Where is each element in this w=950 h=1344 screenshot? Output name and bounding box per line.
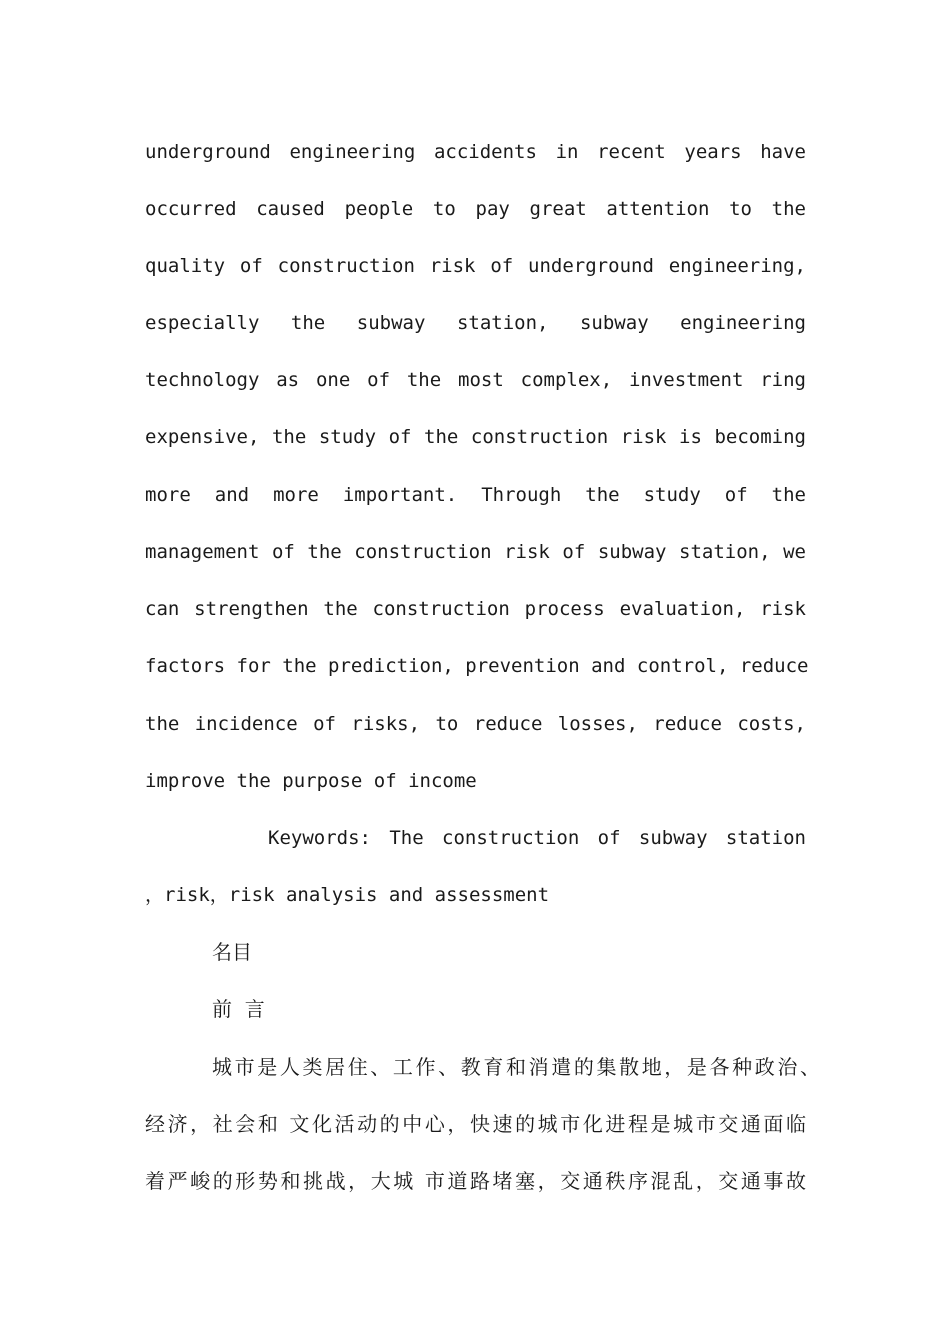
- abstract-line-9: can strengthen the construction process evaluation, risk: [145, 598, 806, 620]
- abstract-line-4: especially the subway station, subway engineering: [145, 312, 806, 334]
- abstract-line-6: expensive, the study of the construction risk is becoming: [145, 426, 806, 448]
- body-line-1: 城市是人类居住、工作、教育和消遣的集散地，是各种政治、: [212, 1055, 820, 1079]
- preface-heading: 前 言: [212, 997, 265, 1021]
- abstract-line-7: more and more important. Through the study of the: [145, 484, 806, 506]
- abstract-line-1: underground engineering accidents in recent years have: [145, 141, 806, 163]
- abstract-line-2: occurred caused people to pay great attention to the: [145, 198, 806, 220]
- body-line-3: 着严峻的形势和挑战，大城 市道路堵塞，交通秩序混乱，交通事故: [145, 1169, 806, 1193]
- abstract-line-11: the incidence of risks, to reduce losses, reduce costs,: [145, 713, 806, 735]
- keywords-line-1: Keywords: The construction of subway station: [268, 827, 806, 849]
- keywords-line-2: ，risk，risk analysis and assessment: [145, 884, 550, 906]
- abstract-line-3: quality of construction risk of underground engineering,: [145, 255, 806, 277]
- abstract-line-5: technology as one of the most complex, investment ring: [145, 369, 806, 391]
- abstract-line-12: improve the purpose of income: [145, 770, 477, 792]
- abstract-line-8: management of the construction risk of subway station, we: [145, 541, 806, 563]
- toc-heading: 名目: [212, 940, 252, 964]
- abstract-line-10: factors for the prediction, prevention and control, reduce: [145, 655, 809, 677]
- body-line-2: 经济，社会和 文化活动的中心，快速的城市化进程是城市交通面临: [145, 1112, 806, 1136]
